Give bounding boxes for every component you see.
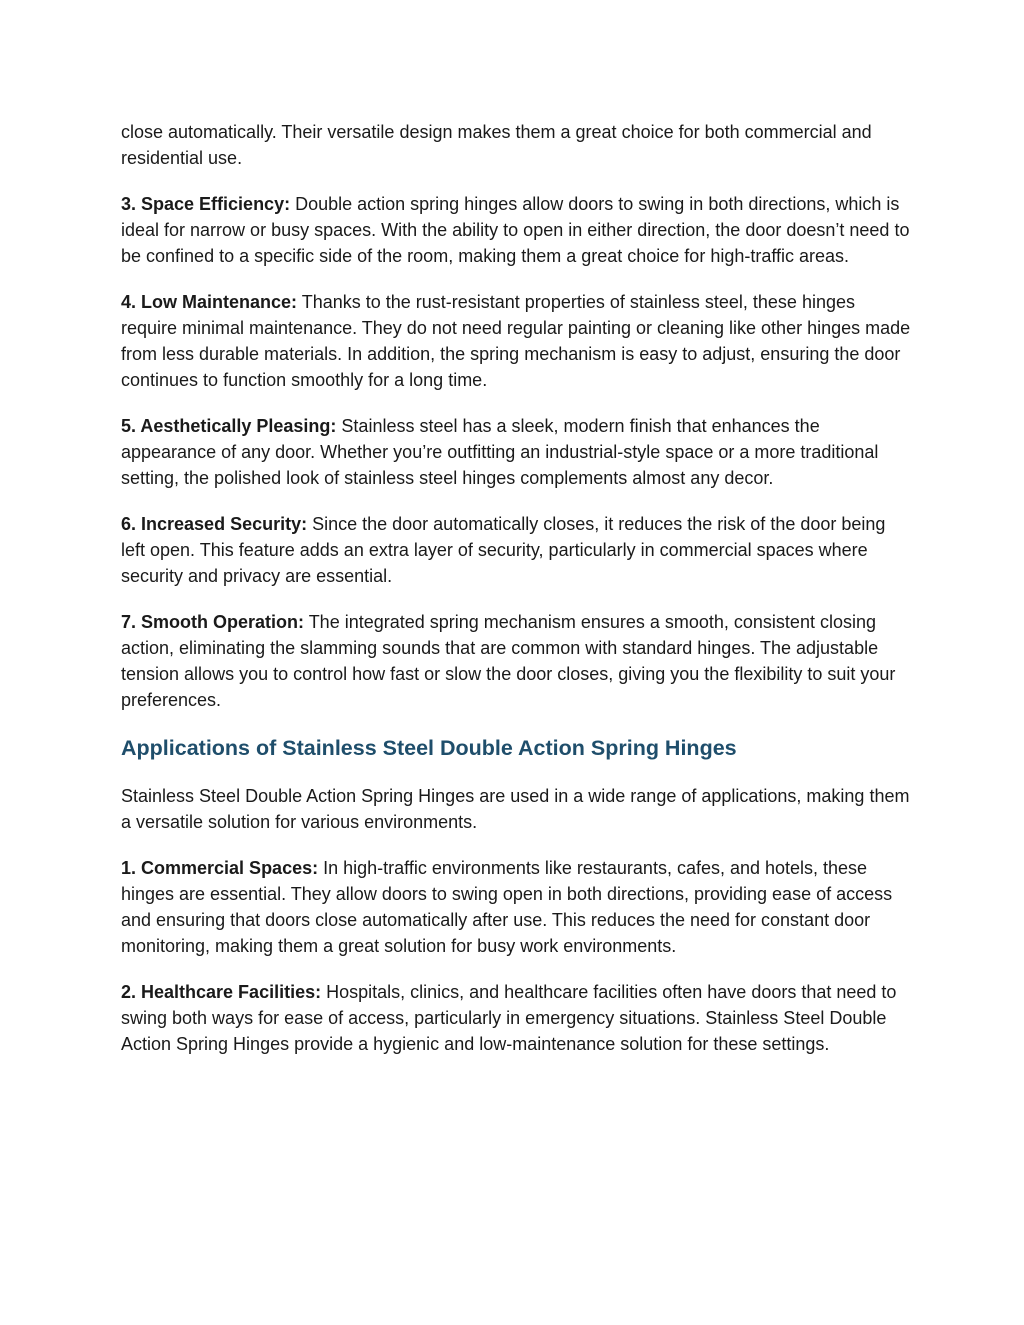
application-commercial-spaces	[121, 855, 911, 959]
applications-heading: Applications of Stainless Steel Double Action Spring Hinges	[121, 736, 737, 760]
benefit-aesthetically-pleasing	[121, 413, 911, 491]
application-text: In high-traffic environments like restaurants, cafes, and hotels, these hinges are essential. They allow doors to swing open in both directions, providing ease of access and ensuring that doors close automatically after use. This reduces the need for constant door monitoring, making them a great solution for busy work environments.	[121, 858, 893, 956]
benefit-lead: 4. Low Maintenance:	[121, 292, 298, 312]
application-text: Hospitals, clinics, and healthcare facilities often have doors that need to swing both ways for ease of access, particularly in emergency situations. Stainless Steel Double Action Spring Hinges provide a hygienic and low-maintenance solution for these settings.	[121, 982, 897, 1054]
document-page	[121, 119, 911, 1077]
benefit-space-efficiency	[121, 191, 911, 269]
benefit-lead: 3. Space Efficiency:	[121, 194, 291, 214]
benefit-lead: 5. Aesthetically Pleasing:	[121, 416, 337, 436]
application-lead: 1. Commercial Spaces:	[121, 858, 319, 878]
applications-intro-paragraph: Stainless Steel Double Action Spring Hinges are used in a wide range of applications, making them a versatile solution for various environments.	[121, 786, 910, 832]
benefit-smooth-operation	[121, 609, 911, 713]
benefit-text: Stainless steel has a sleek, modern finish that enhances the appearance of any door. Whether you’re outfitting an industrial-style space or a more traditional setting, the polished look of stainless steel hinges complements almost any decor.	[121, 416, 879, 488]
benefit-text: The integrated spring mechanism ensures a smooth, consistent closing action, eliminating the slamming sounds that are common with standard hinges. The adjustable tension allows you to control how fast or slow the door closes, giving you the flexibility to suit your preferences.	[121, 612, 896, 710]
application-lead: 2. Healthcare Facilities:	[121, 982, 322, 1002]
benefit-text: Since the door automatically closes, it reduces the risk of the door being left open. This feature adds an extra layer of security, particularly in commercial spaces where security and privacy are essential.	[121, 514, 886, 586]
benefit-lead: 7. Smooth Operation:	[121, 612, 305, 632]
benefit-increased-security	[121, 511, 911, 589]
intro-continuation-paragraph: close automatically. Their versatile design makes them a great choice for both commercial and residential use.	[121, 122, 872, 168]
application-healthcare-facilities	[121, 979, 911, 1057]
benefit-text: Double action spring hinges allow doors to swing in both directions, which is ideal for narrow or busy spaces. With the ability to open in either direction, the door doesn’t need to be confined to a specific side of the room, making them a great choice for high-traffic areas.	[121, 194, 910, 266]
benefit-low-maintenance	[121, 289, 911, 393]
benefit-lead: 6. Increased Security:	[121, 514, 308, 534]
benefit-text: Thanks to the rust-resistant properties of stainless steel, these hinges require minimal maintenance. They do not need regular painting or cleaning like other hinges made from less durable materials. In addition, the spring mechanism is easy to adjust, ensuring the door continues to function smoothly for a long time.	[121, 292, 911, 390]
